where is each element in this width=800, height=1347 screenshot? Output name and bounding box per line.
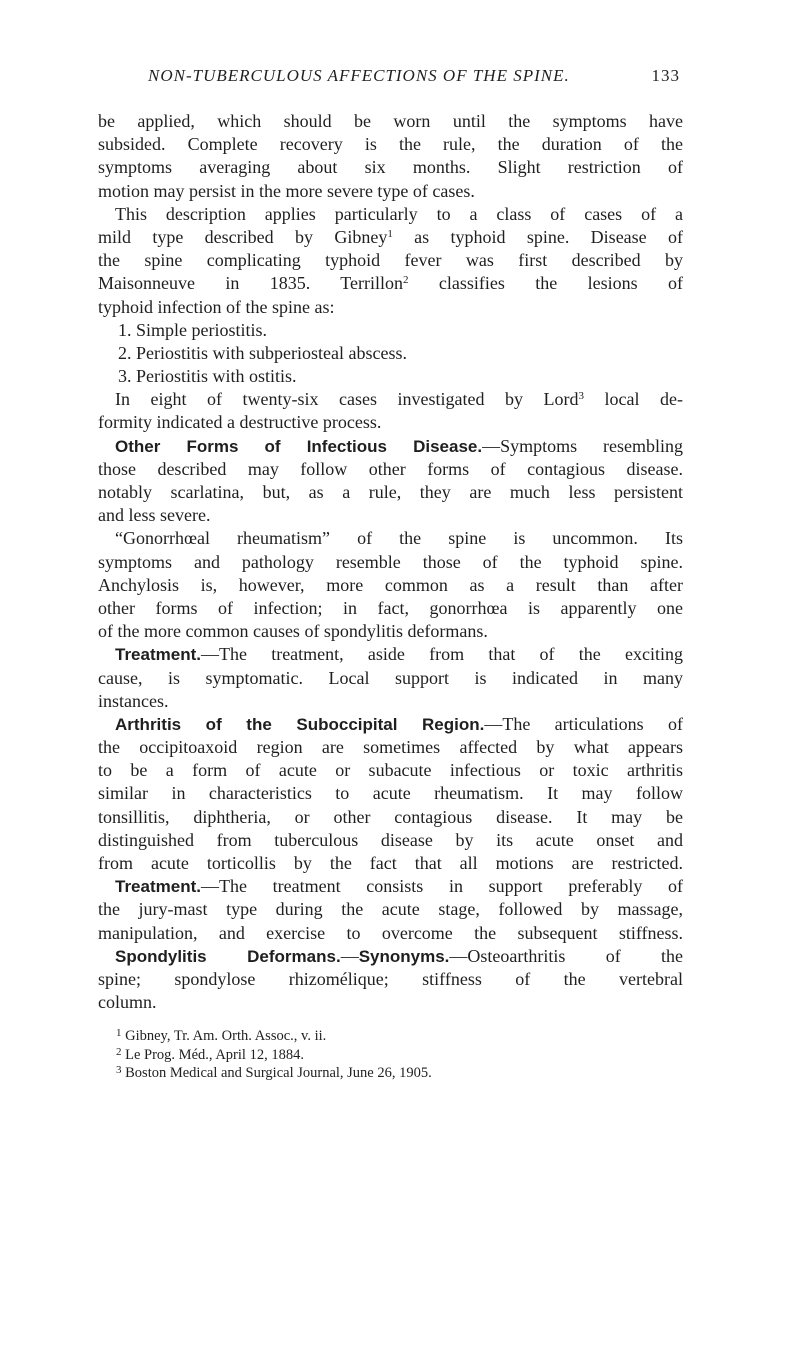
- text-line: other forms of infection; in fact, gonorrhœa is apparently one: [98, 597, 683, 618]
- running-header: [148, 66, 680, 88]
- list-item: 3. Periostitis with ostitis.: [118, 366, 297, 387]
- text-line: cause, is symptomatic. Local support is indicated in many: [98, 667, 683, 688]
- list-item: 1. Simple periostitis.: [118, 319, 268, 340]
- text-line: subsided. Complete recovery is the rule, the duration of the: [98, 134, 683, 155]
- section-heading: Other Forms of Infectious Disease.: [115, 436, 483, 456]
- text-line: Other Forms of Infectious Disease.—Symptoms resembling: [115, 435, 684, 456]
- text-line: Treatment.—The treatment consists in support preferably of: [115, 876, 683, 897]
- text-line: manipulation, and exercise to overcome the subsequent stiffness.: [98, 922, 683, 943]
- text-line: be applied, which should be worn until the symptoms have: [98, 111, 683, 131]
- text-line: instances.: [98, 690, 169, 711]
- text-line: tonsillitis, diphtheria, or other contagious disease. It may be: [98, 806, 683, 827]
- text-line: symptoms and pathology resemble those of the typhoid spine.: [98, 551, 683, 572]
- text-line: those described may follow other forms of contagious disease.: [98, 458, 683, 479]
- text-line: mild type described by Gibney$^1$ as typhoid spine. Disease of: [98, 226, 684, 247]
- text-line: distinguished from tuberculous disease by its acute onset and: [98, 829, 683, 850]
- text-line: spine; spondylose rhizomélique; stiffness of the vertebral: [98, 968, 683, 989]
- text-line: Treatment.—The treatment, aside from that of the exciting: [115, 644, 683, 665]
- list-item: 2. Periostitis with subperiosteal abscess.: [118, 342, 407, 363]
- text-line: formity indicated a destructive process.: [98, 412, 382, 433]
- footnote: $^2$ Le Prog. Méd., April 12, 1884.: [116, 1045, 304, 1063]
- text-line: from acute torticollis by the fact that all motions are restricted.: [98, 853, 683, 873]
- text-line: Arthritis of the Suboccipital Region.—The articulations of: [115, 713, 683, 734]
- footnote: $^1$ Gibney, Tr. Am. Orth. Assoc., v. ii.: [116, 1027, 327, 1044]
- text-line: typhoid infection of the spine as:: [98, 296, 335, 317]
- text-line: Spondylitis Deformans.—Synonyms.—Osteoarthritis of the: [115, 945, 683, 966]
- text-line: the occipitoaxoid region are sometimes affected by what appears: [98, 737, 683, 758]
- text-line: of the more common causes of spondylitis deformans.: [98, 621, 488, 642]
- footnote-ref: 2: [403, 274, 409, 287]
- footnotes: [116, 1027, 676, 1083]
- text-line: to be a form of acute or subacute infectious or toxic arthritis: [98, 760, 683, 781]
- running-title: NON-TUBERCULOUS AFFECTIONS OF THE SPINE.: [148, 66, 570, 85]
- text-line: notably scarlatina, but, as a rule, they are much less persistent: [98, 482, 683, 502]
- text-line: Anchylosis is, however, more common as a result than after: [98, 574, 683, 595]
- section-heading: Treatment.: [115, 645, 201, 665]
- text-line: the spine complicating typhoid fever was first described by: [98, 250, 683, 271]
- text-line: the jury-mast type during the acute stage, followed by massage,: [98, 899, 683, 920]
- body-text: [98, 110, 683, 1014]
- footnote-ref: 1: [387, 227, 393, 240]
- footnote-ref: 3: [578, 390, 584, 403]
- text-line: Maisonneuve in 1835. Terrillon$^2$ classifies the lesions of: [98, 273, 683, 294]
- section-heading: Spondylitis Deformans.: [115, 946, 341, 966]
- text-line: motion may persist in the more severe type of cases.: [98, 180, 475, 201]
- section-heading: Synonyms.: [358, 946, 450, 966]
- text-line: and less severe.: [98, 505, 211, 526]
- text-line: This description applies particularly to a class of cases of a: [115, 203, 683, 224]
- footnote: $^3$ Boston Medical and Surgical Journal, June 26, 1905.: [116, 1064, 432, 1081]
- page-number: 133: [651, 66, 680, 85]
- text-line: In eight of twenty-six cases investigated by Lord$^3$ local de-: [115, 389, 683, 410]
- text-line: “Gonorrhœal rheumatism” of the spine is uncommon. Its: [115, 528, 683, 549]
- text-line: symptoms averaging about six months. Slight restriction of: [98, 157, 683, 178]
- text-line: similar in characteristics to acute rheumatism. It may follow: [98, 783, 683, 804]
- section-heading: Arthritis of the Suboccipital Region.: [115, 714, 485, 734]
- section-heading: Treatment.: [115, 877, 201, 897]
- text-line: column.: [98, 992, 157, 1013]
